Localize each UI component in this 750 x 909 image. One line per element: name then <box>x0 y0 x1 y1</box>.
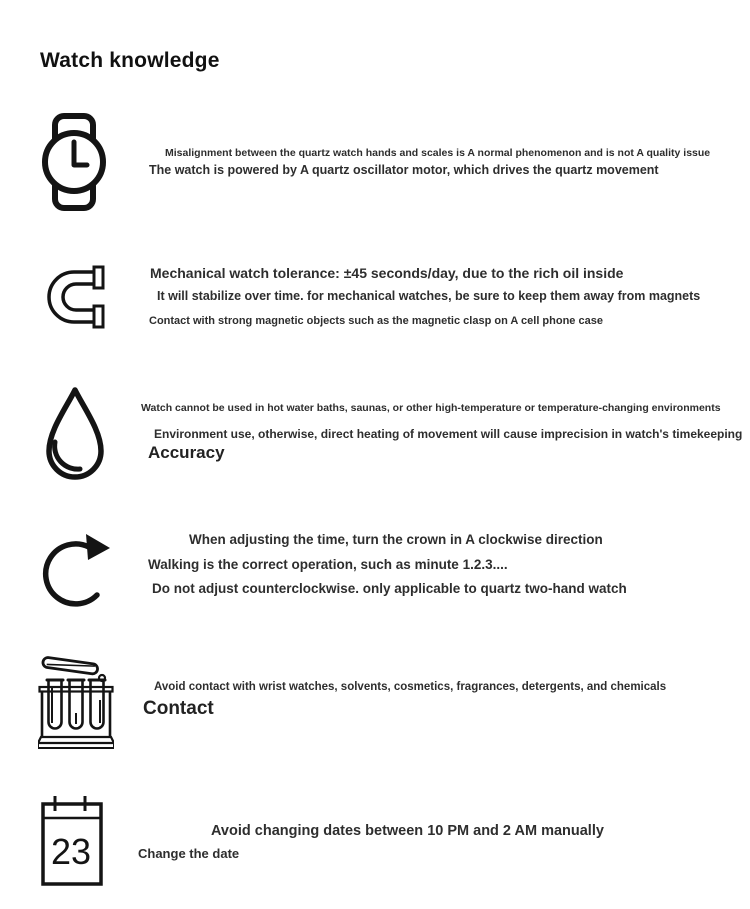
calendar-icon <box>41 794 103 887</box>
water-drop-icon <box>42 385 108 482</box>
accuracy-heading: Accuracy <box>148 443 225 462</box>
magnet-stabilize-line: It will stabilize over time. for mechanical watches, be sure to keep them away from magnets <box>157 289 701 303</box>
magnet-tolerance-line: Mechanical watch tolerance: ±45 seconds/day, due to the rich oil inside <box>150 265 624 281</box>
accuracy-heating-line: Environment use, otherwise, direct heating of movement will cause imprecision in watch's timekeeping <box>154 427 743 441</box>
crown-clockwise-line: When adjusting the time, turn the crown in A clockwise direction <box>189 532 603 547</box>
no-counterclockwise-line: Do not adjust counterclockwise. only applicable to quartz two-hand watch <box>152 581 627 596</box>
accuracy-environment-line: Watch cannot be used in hot water baths, saunas, or other high-temperature or temperature-changing environments <box>141 402 721 414</box>
contact-heading: Contact <box>143 698 214 719</box>
section-magnetism <box>0 262 750 342</box>
section-accuracy <box>0 385 750 485</box>
magnet-contact-line: Contact with strong magnetic objects such as the magnetic clasp on A cell phone case <box>149 315 603 327</box>
calendar-day-number: 23 <box>50 831 92 872</box>
page-title: Watch knowledge <box>40 49 220 73</box>
change-date-heading: Change the date <box>138 846 240 861</box>
chemicals-line: Avoid contact with wrist watches, solvents, cosmetics, fragrances, detergents, and chemicals <box>154 681 667 693</box>
quartz-main-line: The watch is powered by A quartz oscillator motor, which drives the quartz movement <box>149 163 659 177</box>
section-quartz-movement <box>0 112 750 222</box>
magnet-icon <box>44 262 106 332</box>
section-contact <box>0 650 750 750</box>
quartz-note-line: Misalignment between the quartz watch hands and scales is A normal phenomenon and is not A quality issue <box>165 147 711 159</box>
section-time-adjustment <box>0 527 750 617</box>
rotate-clockwise-icon <box>42 528 114 614</box>
avoid-date-change-line: Avoid changing dates between 10 PM and 2 AM manually <box>211 823 604 839</box>
wristwatch-icon <box>42 112 106 212</box>
section-change-date <box>0 794 750 889</box>
walking-operation-line: Walking is the correct operation, such as minute 1.2.3.... <box>148 557 508 572</box>
test-tubes-icon <box>38 650 114 750</box>
